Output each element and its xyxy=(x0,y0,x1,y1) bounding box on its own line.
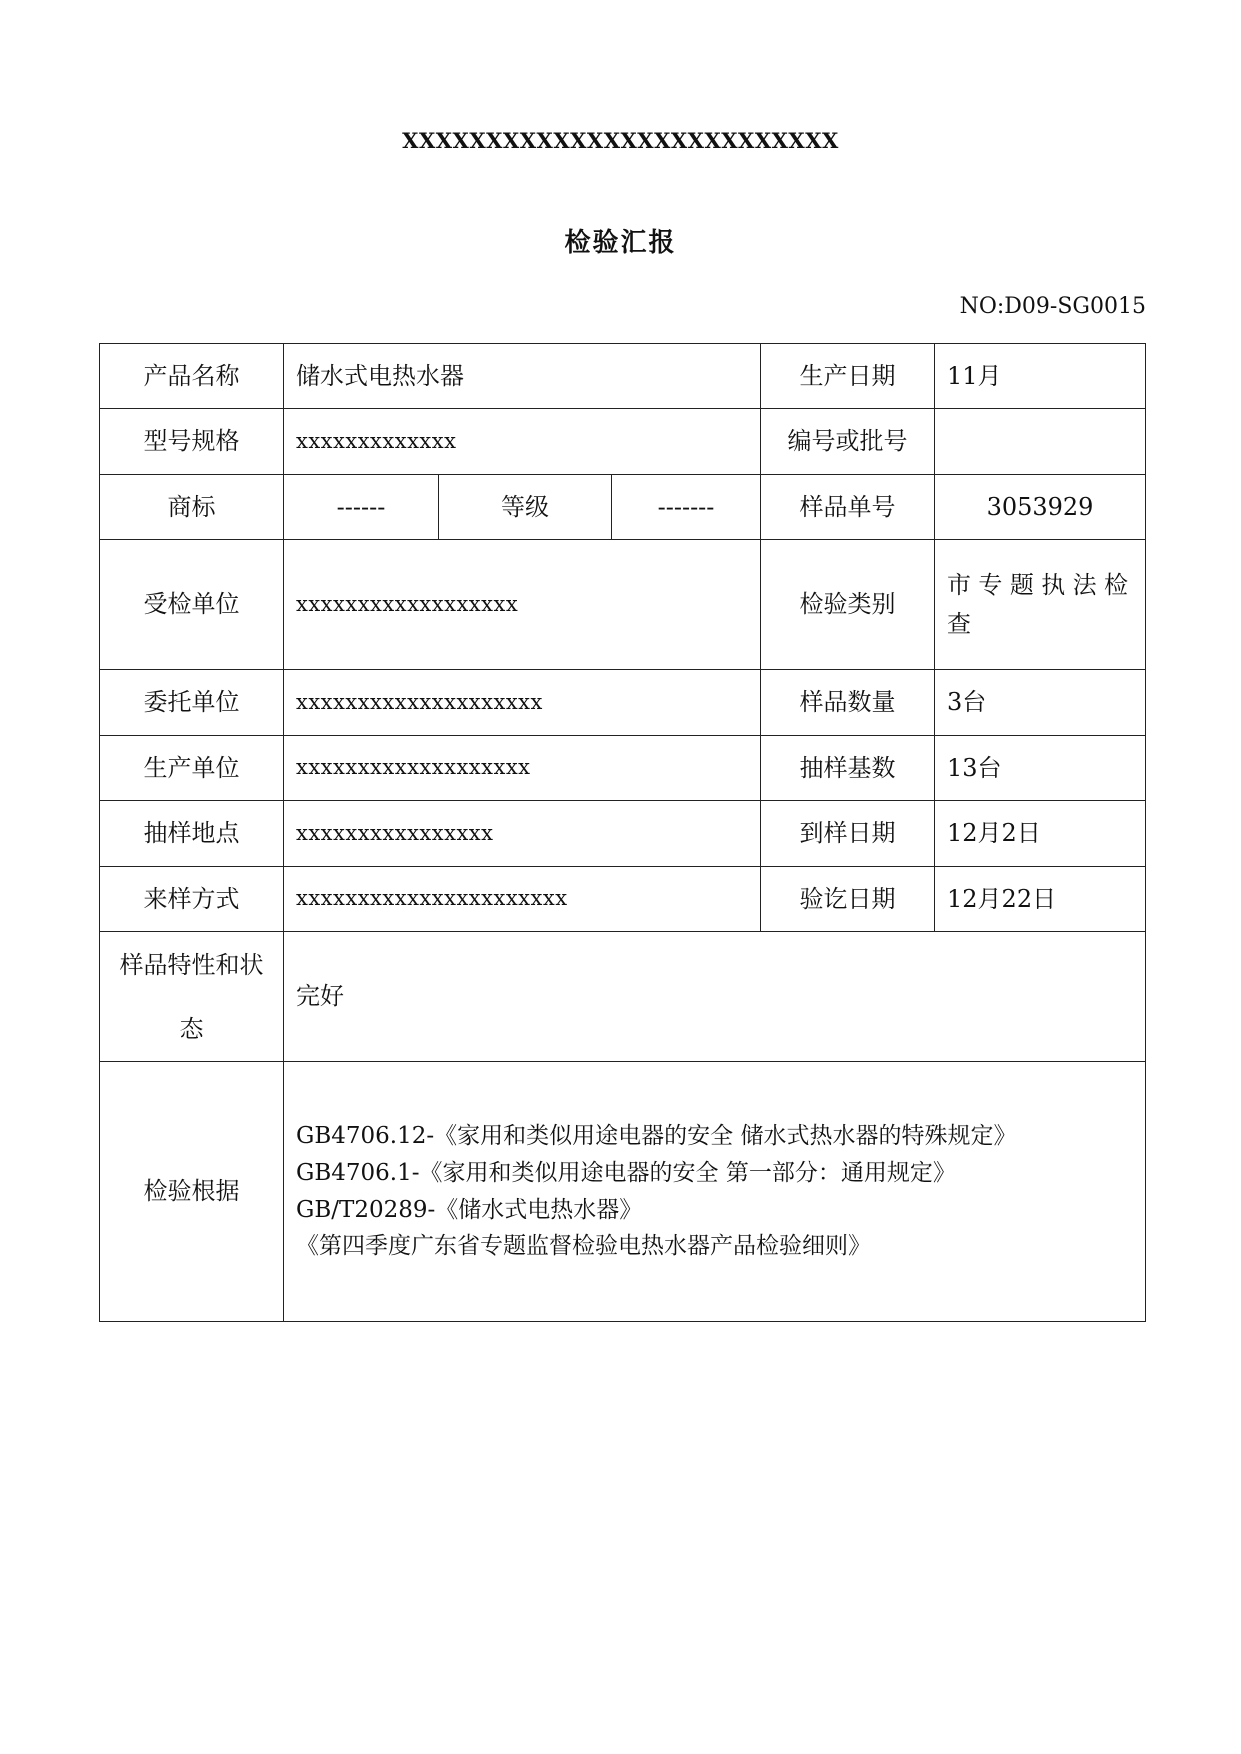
sampling-base-label: 抽样基数 xyxy=(761,736,935,801)
trademark-value: ------ xyxy=(284,475,439,540)
model-value: xxxxxxxxxxxxx xyxy=(284,409,761,475)
sampling-place-value: xxxxxxxxxxxxxxxx xyxy=(284,801,761,867)
table-row xyxy=(100,344,1146,409)
client-value: xxxxxxxxxxxxxxxxxxxx xyxy=(284,670,761,736)
sample-qty-label: 样品数量 xyxy=(761,670,935,736)
product-name-value: 储水式电热水器 xyxy=(284,344,761,409)
model-label: 型号规格 xyxy=(100,409,284,475)
table-row xyxy=(100,540,1146,670)
inspected-unit-value: xxxxxxxxxxxxxxxxxx xyxy=(284,540,761,670)
report-title: 检验汇报 xyxy=(564,228,677,258)
product-name-label: 产品名称 xyxy=(100,344,284,409)
arrival-date-label: 到样日期 xyxy=(761,801,935,867)
basis-item: GB4706.1-《家用和类似用途电器的安全 第一部分：通用规定》 xyxy=(296,1159,956,1186)
table-row xyxy=(100,475,1146,540)
basis-value xyxy=(284,1062,1146,1322)
table-row xyxy=(100,736,1146,801)
arrival-date-value: 12月2日 xyxy=(935,801,1146,867)
grade-label: 等级 xyxy=(439,475,612,540)
condition-value: 完好 xyxy=(284,932,1146,1062)
table-row xyxy=(100,932,1146,1062)
sample-no-label: 样品单号 xyxy=(761,475,935,540)
basis-label: 检验根据 xyxy=(100,1062,284,1322)
production-date-value: 11月 xyxy=(935,344,1146,409)
table-row xyxy=(100,1062,1146,1322)
report-number: NO:D09-SG0015 xyxy=(959,294,1146,319)
production-date-label: 生产日期 xyxy=(761,344,935,409)
inspection-report-table xyxy=(99,343,1146,1322)
producer-label: 生产单位 xyxy=(100,736,284,801)
trademark-label: 商标 xyxy=(100,475,284,540)
table-row xyxy=(100,409,1146,475)
completion-date-label: 验讫日期 xyxy=(761,867,935,932)
sample-method-value: xxxxxxxxxxxxxxxxxxxxxx xyxy=(284,867,761,932)
serial-label: 编号或批号 xyxy=(761,409,935,475)
inspection-type-value: 市专题执法检查 xyxy=(935,540,1146,670)
sample-no-value: 3053929 xyxy=(935,475,1146,540)
basis-item: GB4706.12-《家用和类似用途电器的安全 储水式热水器的特殊规定》 xyxy=(296,1122,1017,1149)
table-row xyxy=(100,867,1146,932)
table-row xyxy=(100,670,1146,736)
producer-value: xxxxxxxxxxxxxxxxxxx xyxy=(284,736,761,801)
sample-method-label: 来样方式 xyxy=(100,867,284,932)
sampling-place-label: 抽样地点 xyxy=(100,801,284,867)
completion-date-value: 12月22日 xyxy=(935,867,1146,932)
sample-qty-value: 3台 xyxy=(935,670,1146,736)
serial-value xyxy=(935,409,1146,475)
inspection-type-label: 检验类别 xyxy=(761,540,935,670)
basis-item: 《第四季度广东省专题监督检验电热水器产品检验细则》 xyxy=(296,1233,871,1260)
condition-label: 样品特性和状态 xyxy=(100,932,284,1062)
table-row xyxy=(100,801,1146,867)
grade-value: ------- xyxy=(612,475,761,540)
organization-name: XXXXXXXXXXXXXXXXXXXXXXXXXX xyxy=(402,128,839,153)
inspected-unit-label: 受检单位 xyxy=(100,540,284,670)
client-label: 委托单位 xyxy=(100,670,284,736)
basis-item: GB/T20289-《储水式电热水器》 xyxy=(296,1196,643,1223)
sampling-base-value: 13台 xyxy=(935,736,1146,801)
